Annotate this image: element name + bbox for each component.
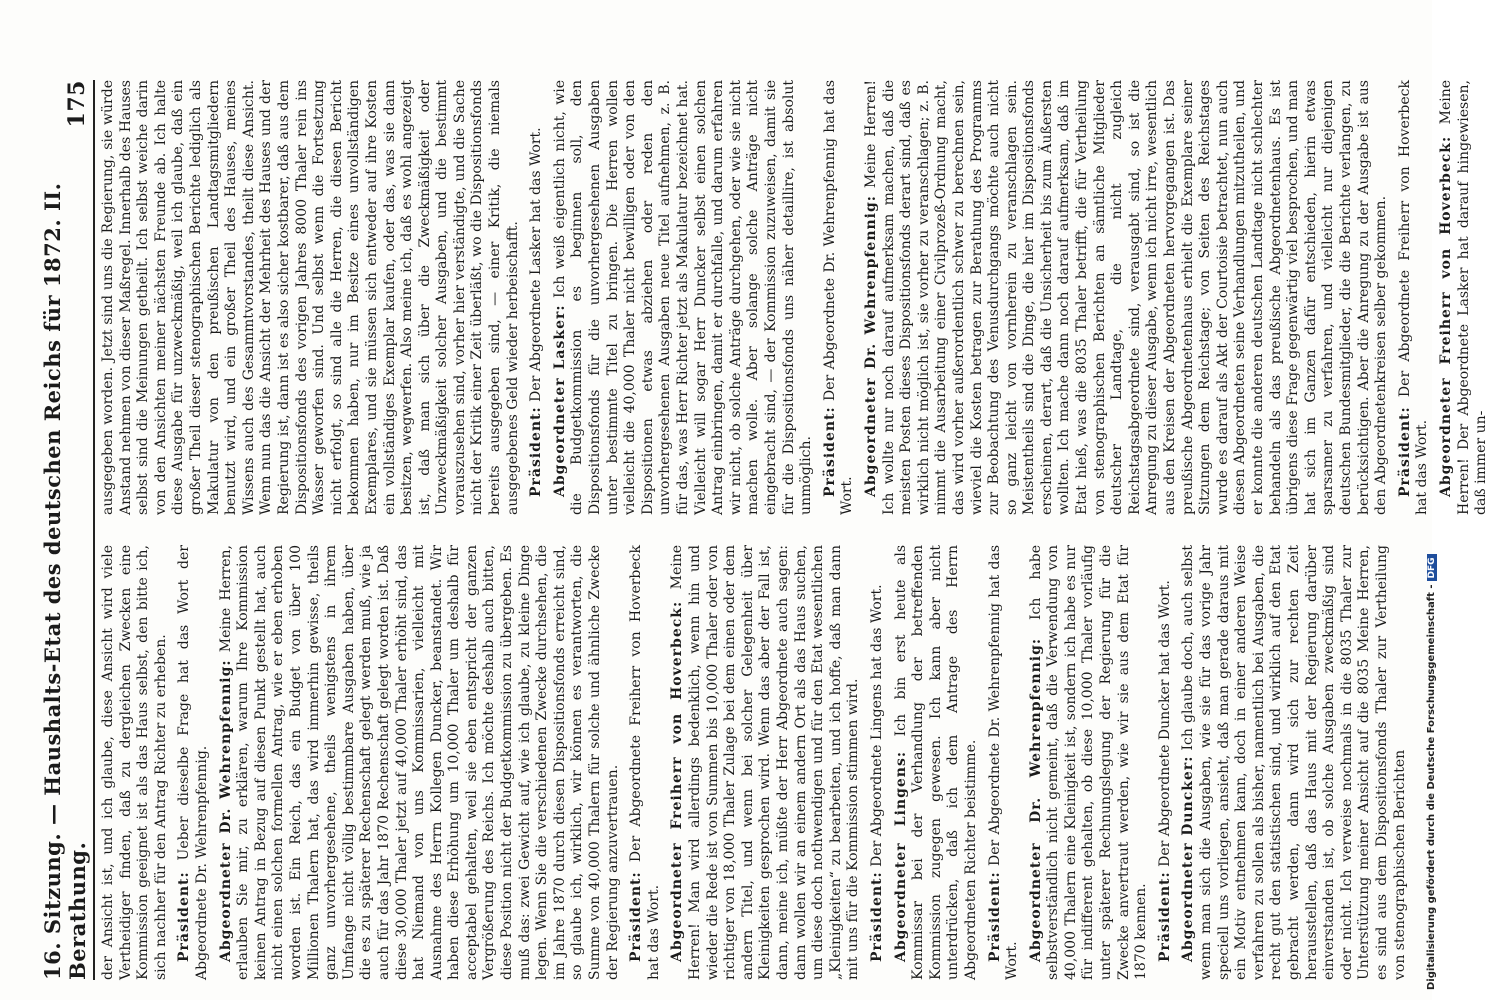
speaker-name: Abgeordneter Lasker:: [551, 304, 568, 497]
speaker-name: Abgeordneter Freiherr von Hoverbeck:: [1437, 135, 1454, 497]
paragraph: [176, 545, 211, 980]
speaker-name: Abgeordneter Dr. Wehrenpfennig:: [862, 195, 879, 497]
right-column: [100, 79, 1490, 515]
paragraph-text: der Ansicht ist, und ich glaube, diese Ansicht wird viele Vertheidiger finden, daß zu dergleichen Zwecken eine Kommission geeignet ist als das Haus selbst, den bitte ich, sich nachher für den Antrag Richter zu erheben.: [100, 545, 169, 980]
paragraph: [669, 545, 863, 980]
paragraph-text: Der Abgeordnete Lasker hat das Wort.: [528, 127, 545, 402]
paragraph-text: Meine Herren! Ich wollte nur noch darauf aufmerksam machen, daß die meisten Posten dieses Dispositionsfonds derart sind, daß es wirklich nicht möglich ist, sie vorher zu veranschlagen; z. B. nimmt die Ausarbeitung einer Civilprozeß-Ordnung macht, das wird vorher außerordentlich schwer zu berechnen sein, wieviel die Kosten betragen zur Berathung des Programms zur Beobachtung des Venusdurchgangs möchte auch nicht so ganz leicht von vornherein zu veranschlagen sein. Meistentheils sind die Dinge, die hier im Dispositionsfonds erscheinen, derart, daß die Unsicherheit bis zum Äußersten wollten. Ich mache dann noch darauf aufmerksam, daß im Etat hieß, was die 8035 Thaler betrifft, die für Vertheilung von stenographischen Berichten an sämtliche Mitglieder deutscher Landtage, die nicht zugleich Reichstagsabgeordnete sind, verausgabt sind, so ist die Anregung zu dieser Ausgabe, wenn ich nicht irre, wesentlich aus den Kreisen der Abgeordneten hervorgegangen ist. Das preußische Abgeordnetenhaus erhielt die Exemplare seiner Sitzungen dem Reichstage; von Seiten des Reichstages wurde es darauf als Akt der Courtoisie betrachtet, nun auch diesen Abgeordneten seine Verhandlungen mitzutheilen, und er konnte die anderen deutschen Landtage nicht schlechter behandeln als das preußische Abgeordnetenhaus. Es ist übrigens diese Frage gegenwärtig viel besprochen, und man hat sich im Ganzen dafür entschieden, hierin etwas sparsamer zu verfahren, und vielleicht nur diejenigen deutschen Bundesmitglieder, die die Berichte verlangen, zu berücksichtigen. Aber die Anregung zu der Ausgabe ist aus den Abgeordnetenkreisen selber gekommen.: [862, 80, 1390, 515]
paragraph-text: Ich glaube doch, auch selbst wenn man sich die Ausgaben, wie sie für das vorige Jahr speciell uns vorliegen, ansieht, daß man gerade daraus mit ein Motiv entnehmen kann, doch in einer anderen Weise verfahren zu sollen als bisher, namentlich bei Ausgaben, die recht gut den statistischen sind, und wirklich auf den Etat gebracht werden, dann wird sich zur rechten Zeit herausstellen, daß das Haus mit der Regierung darüber einverstanden ist, ob solche Ausgaben zweckmäßig sind oder nicht. Ich verweise nochmals in die 8035 Thaler zur Unterstützung meiner Ansicht auf die 8035 Meine Herren, es sind aus dem Dispositionsfonds Thaler zur Vertheilung von stenographischen Berichten: [1180, 545, 1408, 980]
paragraph: [628, 545, 663, 980]
paragraph-text: Der Abgeordnete Duncker hat das Wort.: [1156, 580, 1173, 867]
paragraph: [1438, 80, 1491, 515]
speaker-name: Präsident:: [628, 871, 645, 962]
paragraph-text: Meine Herren! Der Abgeordnete Lasker hat darauf hingewiesen, daß immer un-: [1437, 79, 1490, 515]
paragraph: [893, 545, 981, 980]
speaker-name: Präsident:: [1396, 406, 1413, 497]
paragraph: [863, 80, 1391, 515]
speaker-name: Präsident:: [868, 871, 885, 962]
paragraph-text: Meine Herren, erlauben Sie mir, zu erklären, warum Ihre Kommission keinen Antrag in Bezug auf diesen Punkt gestellt hat, auch nicht einen solchen formellen Antrag, wie er eben erhoben worden ist. Ein Reich, das ein Budget von über 100 Millionen Thalern hat, das wird immerhin gewisse, theils ganz unvorhergesehene, theils wenigstens in ihrem Umfange nicht völlig bestimmbare Ausgaben haben, über die es zu späterer Rechenschaft gelegt werden muß, wie ja auch für das Jahr 1870 Rechenschaft gelegt worden ist. Daß diese 30,000 Thaler jetzt auf 40,000 Thaler erhöht sind, das hat Niemand von uns Kommissarien, vielleicht mit Ausnahme des Herrn Kollegen Duncker, beanstandet. Wir haben diese Erhöhung um 10,000 Thaler um deshalb für acceptabel gehalten, weil sie eben entspricht der ganzen Vergrößerung des Reichs. Ich möchte deshalb auch bitten, diese Position nicht der Budgetkommission zu übergeben. Es muß das: zwei Gewicht auf, wie ich glaube, zu kleine Dinge legen. Wenn Sie die verschiedenen Zwecke durchsehen, die im Jahre 1870 durch diesen Dispositionsfonds erreicht sind, so glaube ich, wirklich, wir können es verantworten, die Summe von 40,000 Thalern für solche und ähnliche Zwecke der Regierung anzuvertrauen.: [217, 544, 621, 980]
speaker-name: Präsident:: [986, 871, 1003, 962]
paragraph: [987, 545, 1022, 980]
paragraph-text: Der Abgeordnete Dr. Wehrenpfennig hat das Wort.: [986, 544, 1021, 980]
paragraph-text: Der Abgeordnete Lingens hat das Wort.: [868, 584, 885, 867]
speaker-name: Abgeordneter Freiherr von Hoverbeck:: [669, 600, 686, 962]
speaker-name: Abgeordneter Duncker:: [1180, 755, 1197, 962]
speaker-name: Präsident:: [528, 406, 545, 497]
credit-text: Digitalisierung gefördert durch die Deutsche Forschungsgemeinschaft -: [1426, 584, 1437, 990]
paragraph-text: Ich bin erst heute als Kommissar bei der Verhandlung der betreffenden Kommission zugegen gewesen. Ich kann aber nicht unterdrücken, daß ich dem Antrage des Herrn Abgeordneten Richter beistimme.: [892, 544, 979, 980]
page-number: 175: [64, 80, 90, 128]
left-column: [100, 544, 1408, 980]
paragraph: [552, 80, 816, 515]
paragraph: [1028, 545, 1151, 980]
paragraph-text: ausgegeben worden. Jetzt sind uns die Regierung, sie würde Anstand nehmen von dieser Maßregel. Innerhalb des Hauses selbst sind die Meinungen getheilt. Ich selbst weiche darin von den Ansichten meiner nächsten Freunde ab. Ich halte diese Ausgabe für unzweckmäßig, weil ich glaube, daß ein großer Theil dieser stenographischen Berichte lediglich als Makulatur von den preußischen Landtagsmitgliedern benutzt wird, und ein großer Theil des Hauses, meines Wissens auch des Gesammtvorstandes, theilt diese Ansicht. Wenn nun das die Ansicht der Mehrheit des Hauses und der Regierung ist, dann ist es also sicher kostbarer, daß aus dem Dispositionsfonds des vorigen Jahres 8000 Thaler rein ins Wasser geworfen sind. Und selbst wenn die Fortsetzung nicht erfolgt, so sind alle die Herren, die diesen Bericht bekommen haben, nur im Besitze eines unvollständigen Exemplares, und sie müssen sich entweder auf ihre Kosten ein vollständiges Exemplar kaufen, oder das, was sie dann besitzen, wegwerfen. Also meine ich, daß es wohl angezeigt ist, daß man sich über die Zweckmäßigkeit oder Unzweckmäßigkeit solcher Ausgaben, und die bestimmt vorauszusehen sind, vorher hier verständigte, und die Sache nicht der Kritik einer Zeit überläßt, wo die Dispositionsfonds bereits ausgegeben sind, — einer Kritik, die niemals ausgegebenes Geld wieder herbeischafft.: [100, 80, 521, 515]
paragraph-text: Der Abgeordnete Dr. Wehrenpfennig hat das Wort.: [821, 79, 856, 515]
speaker-name: Präsident:: [1156, 871, 1173, 962]
paragraph-text: Ich weiß eigentlich nicht, wie die Budgetkommission es beginnen soll, den Dispositionsfonds für die unvorhergesehenen Ausgaben unter bestimmte Titel zu bringen. Die Herren wollen vielleicht die 40,000 Thaler nicht bewilligen oder von den Dispositionen etwas abziehen oder reden den unvorhergesehenen Ausgaben neue Titel aufnehmen, z. B. für das, was Herr Richter jetzt als Makulatur bezeichnet hat. Vielleicht will sogar Herr Duncker selbst einen solchen Antrag einbringen, damit er durchfalle, und darum erfahren wir nicht, ob solche Anträge durchgehen, oder wie sie nicht machen wolle. Aber solange solche Anträge nicht eingebracht sind, — der Kommission zuzuweisen, damit sie für die Dispositionsfonds uns näher detaillire, ist absolut unmöglich.: [551, 80, 815, 515]
running-head: 16. Sitzung. — Haushalts-Etat des deutschen Reichs für 1872. II. Berathung.: [40, 182, 90, 980]
paragraph: [100, 80, 522, 515]
paragraph: [1180, 545, 1409, 980]
paragraph: [218, 545, 623, 980]
speaker-name: Abgeordneter Lingens:: [892, 750, 909, 962]
digitization-credit: [1414, 0, 1437, 1000]
speaker-name: Präsident:: [821, 406, 838, 497]
speaker-name: Abgeordneter Dr. Wehrenpfennig:: [1027, 637, 1044, 962]
paragraph-text: Ich habe selbstverständlich nicht gemeint, daß die Verwendung von 40,000 Thalern eine Kleinigkeit ist, sondern ich habe es nur für indifferent gehalten, ob diese 10,000 Thaler vorläufig unter späterer Rechnungslegung der Regierung für die Zwecke anvertraut werden, wie wir sie aus dem Etat für 1870 kennen.: [1027, 545, 1150, 980]
paragraph-text: Der Abgeordnete Freiherr von Hoverbeck hat das Wort.: [628, 545, 662, 980]
page-header: [40, 80, 95, 980]
paragraph-text: Ueber dieselbe Frage hat das Wort der Abgeordnete Dr. Wehrenpfennig.: [176, 545, 210, 980]
speaker-name: Abgeordneter Dr. Wehrenpfennig:: [217, 659, 234, 962]
paragraph: [100, 545, 170, 980]
speaker-name: Präsident:: [176, 871, 193, 962]
paragraph-text: Der Abgeordnete Freiherr von Hoverbeck hat das Wort.: [1396, 80, 1431, 515]
paragraph-text: Meine Herren! Man wird allerdings bedenklich, wenn hin und wieder die Rede ist von Summen bis 10,000 Thaler oder von richtiger von 18,000 Thaler Zulage bei dem einen oder dem andern Titel, und wenn bei solcher Gelegenheit über Kleinigkeiten gesprochen wird. Wenn das aber der Fall ist, dann, meine ich, müßte der Herr Abgeordnete auch sagen: dann wollen wir an einem andern Ort als das Haus suchen, um diese doch nothwendigen und für den Etat wesentlichen „Kleinigkeiten“ zu bearbeiten, und ich hoffe, daß man dann mit uns für die Kommission stimmen wird.: [669, 544, 862, 980]
paragraph: [869, 545, 887, 980]
dfg-logo: DFG: [1427, 554, 1437, 581]
paragraph: [528, 80, 546, 515]
paragraph: [822, 80, 857, 515]
paragraph: [1157, 545, 1175, 980]
